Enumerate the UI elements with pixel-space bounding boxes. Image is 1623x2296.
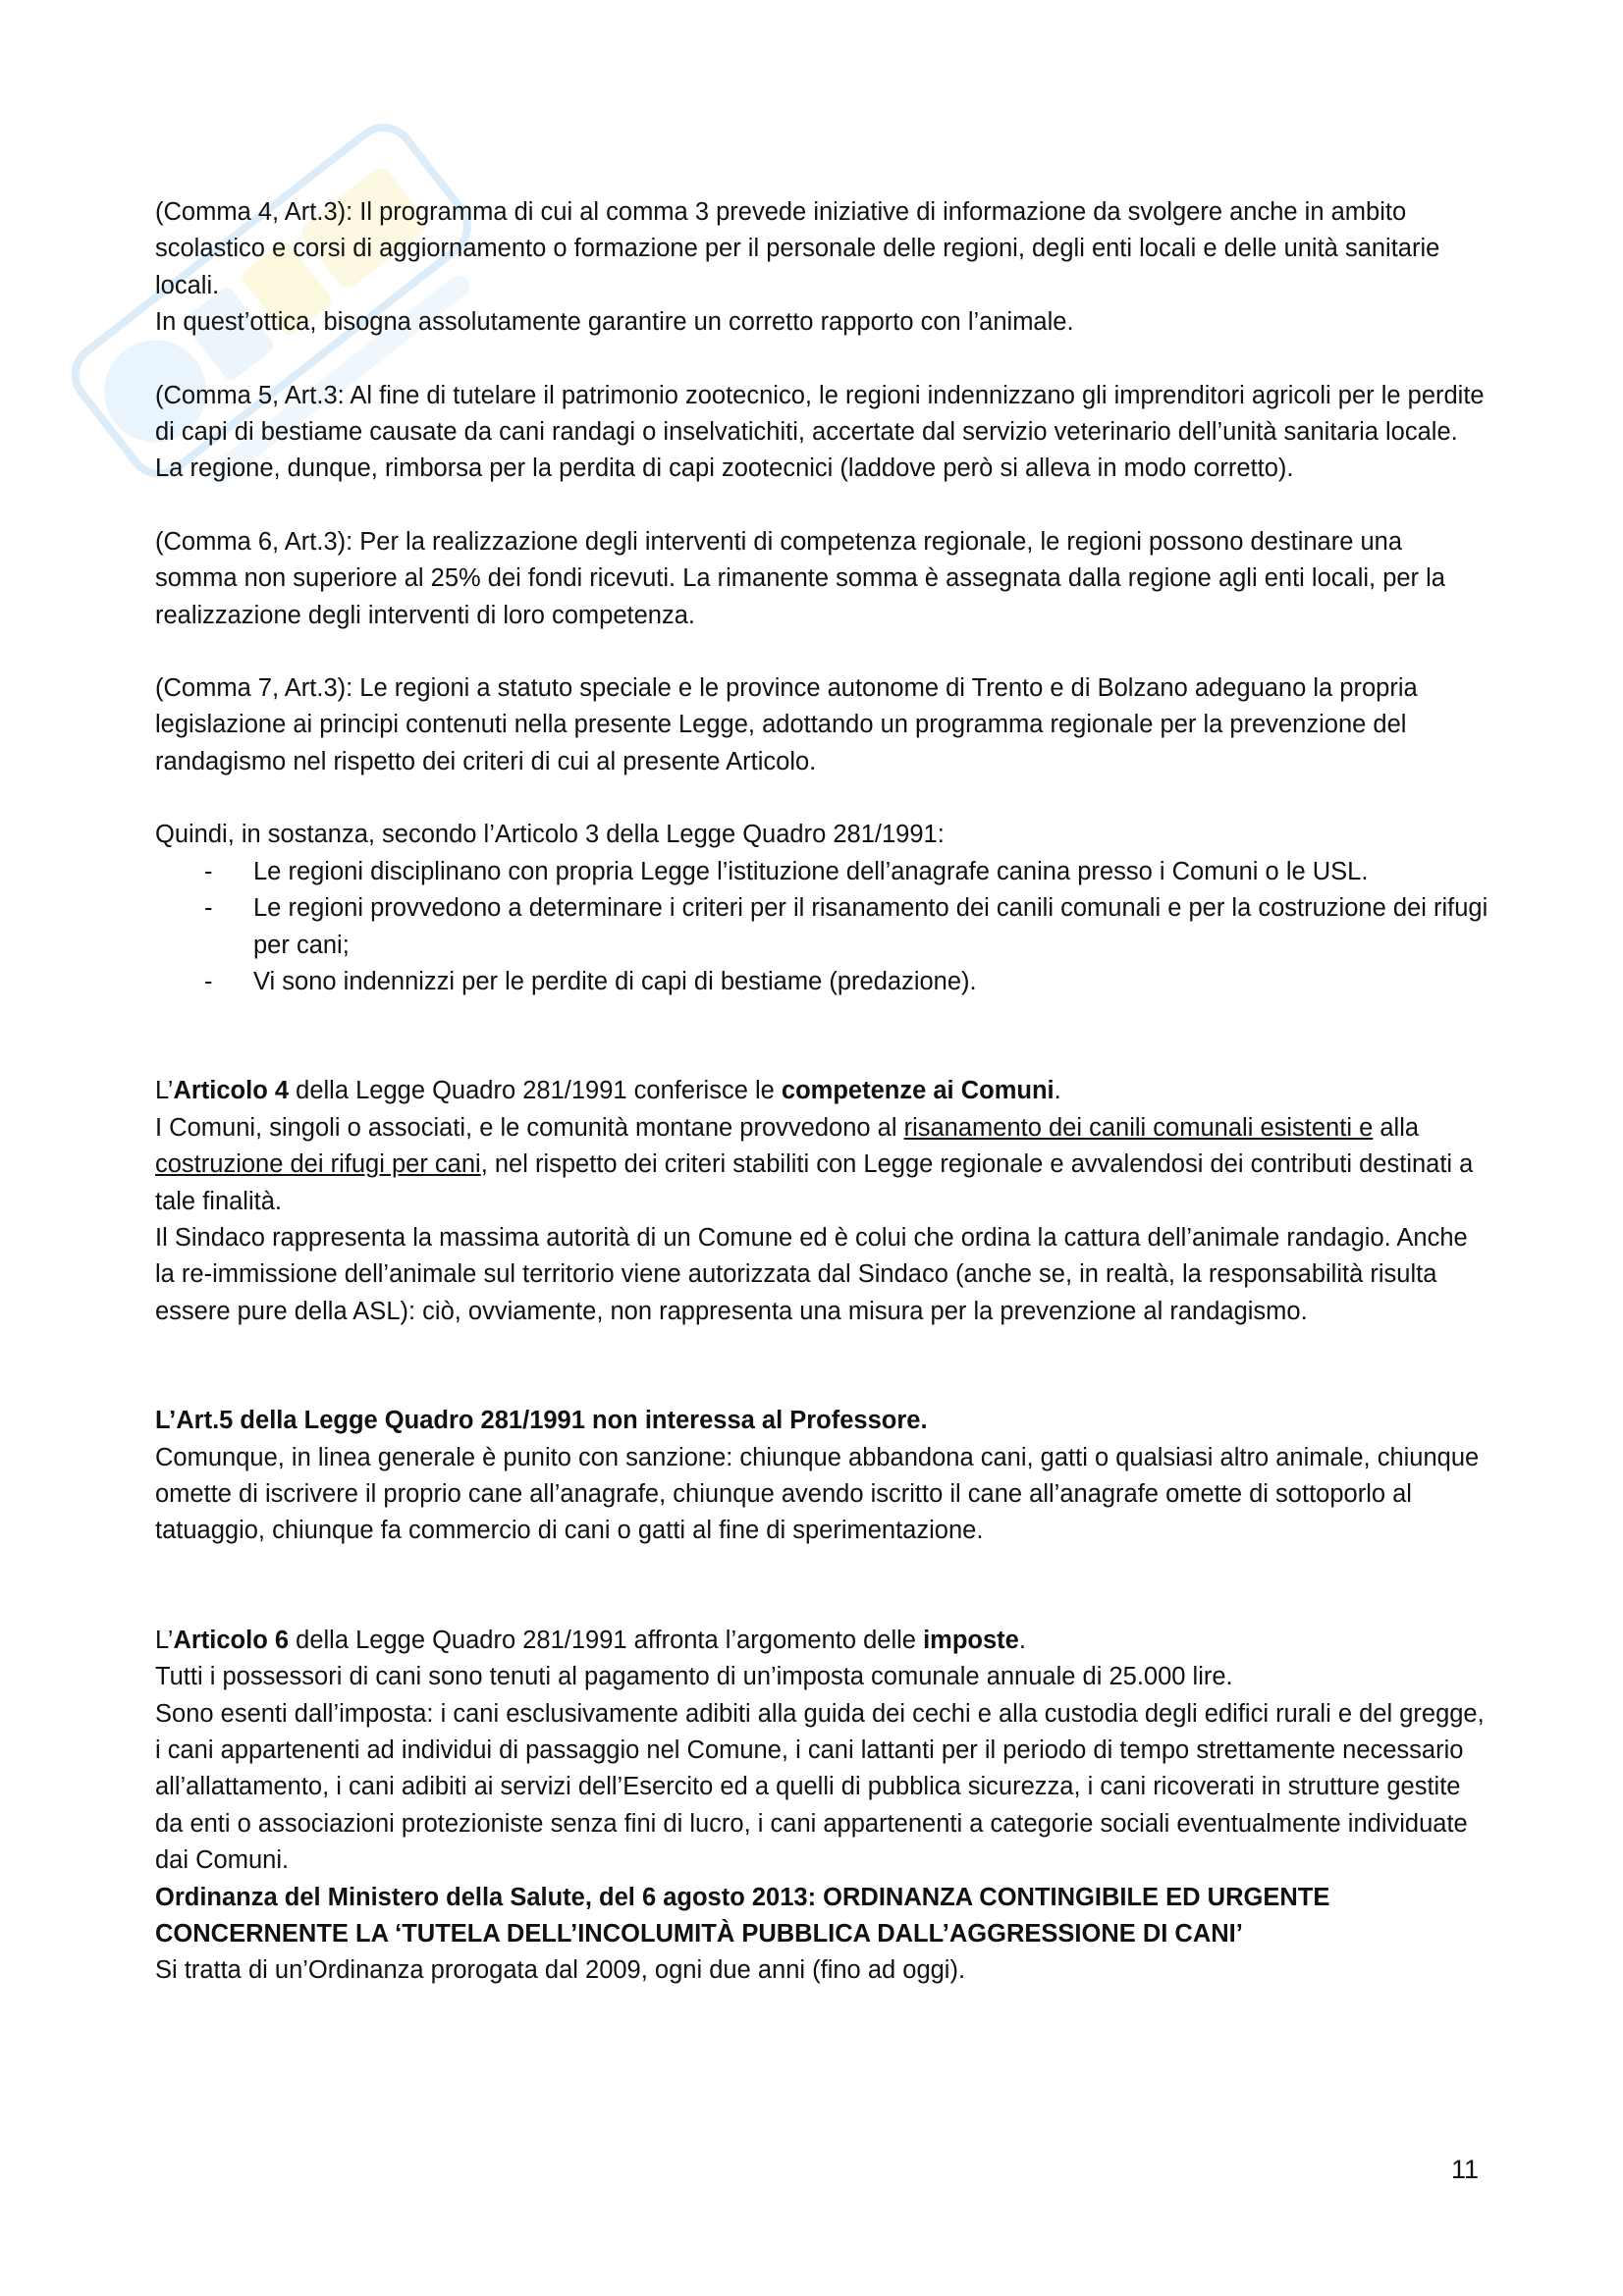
art4-comuni-paragraph: I Comuni, singoli o associati, e le comunità montane provvedono al risanamento dei canili comunali esistenti e alla costruzione dei rifugi per cani, nel rispetto dei criteri stabiliti con Legge regionale e avvalendosi dei contributi destinati a tale finalità. [155,1113,1474,1215]
comma-4-note: In quest’ottica, bisogna assolutamente garantire un corretto rapporto con l’animale. [155,308,1074,337]
art5-heading: L’Art.5 della Legge Quadro 281/1991 non interessa al Professore. [155,1407,928,1435]
art6-exemptions-paragraph: Sono esenti dall’imposta: i cani esclusivamente adibiti alla guida dei cechi e alla custodia degli edifici rurali e del gregge, i cani appartenenti ad individui di passaggio nel Comune, i cani lattanti per il periodo di tempo strettamente necessario all’allattamento, i cani adibiti ai servizi dell’Esercito ed a quelli di pubblica sicurezza, i cani ricoverati in strutture gestite da enti o associazioni protezioniste senza fini di lucro, i cani appartenenti a categorie sociali eventualmente individuate dai Comuni. [155,1699,1485,1875]
summary-list [155,854,1490,1001]
document-body [155,194,1490,1990]
art6-tax-paragraph: Tutti i possessori di cani sono tenuti al pagamento di un’imposta comunale annuale di 25.000 lire. [155,1663,1233,1691]
art4-intro: L’Articolo 4 della Legge Quadro 281/1991 conferisce le competenze ai Comuni. [155,1077,1061,1105]
ordinanza-paragraph: Si tratta di un’Ordinanza prorogata dal 2009, ogni due anni (fino ad oggi). [155,1956,966,1985]
page-number: 11 [1451,2155,1480,2184]
ordinanza-heading: Ordinanza del Ministero della Salute, del 6 agosto 2013: ORDINANZA CONTINGIBILE ED URGENTE CONCERNENTE LA ‘TUTELA DELL’INCOLUMITÀ PUBBLICA DALL’AGGRESSIONE DI CANI’ [155,1883,1330,1949]
comma-6-paragraph: (Comma 6, Art.3): Per la realizzazione degli interventi di competenza regionale, le regioni possono destinare una somma non superiore al 25% dei fondi ricevuti. La rimanente somma è assegnata dalla regione agli enti locali, per la realizzazione degli interventi di loro competenza. [155,527,1445,629]
art4-sindaco-paragraph: Il Sindaco rappresenta la massima autorità di un Comune ed è colui che ordina la cattura dell’animale randagio. Anche la re-immissione dell’animale sul territorio viene autorizzata dal Sindaco (anche se, in realtà, la responsabilità risulta essere pure della ASL): ciò, ovviamente, non rappresenta una misura per la prevenzione al randagismo. [155,1223,1468,1325]
list-item: - Le regioni provvedono a determinare i criteri per il risanamento dei canili comunali e per la costruzione dei rifugi per cani; [155,890,1490,964]
comma-4-paragraph: (Comma 4, Art.3): Il programma di cui al comma 3 prevede iniziative di informazione da svolgere anche in ambito scolastico e corsi di aggiornamento o formazione per il personale delle regioni, degli enti locali e delle unità sanitarie locali. [155,198,1440,299]
comma-7-paragraph: (Comma 7, Art.3): Le regioni a statuto speciale e le province autonome di Trento e di Bolzano adeguano la propria legislazione ai principi contenuti nella presente Legge, adottando un programma regionale per la prevenzione del randagismo nel rispetto dei criteri di cui al presente Articolo. [155,674,1418,775]
list-item: - Le regioni disciplinano con propria Legge l’istituzione dell’anagrafe canina presso i Comuni o le USL. [155,854,1490,890]
dash-bullet: - [204,967,213,995]
list-item: - Vi sono indennizzi per le perdite di capi di bestiame (predazione). [155,964,1490,1000]
comma-5-paragraph: (Comma 5, Art.3: Al fine di tutelare il patrimonio zootecnico, le regioni indennizzano gli imprenditori agricoli per le perdite di capi di bestiame causate da cani randagi o inselvatichiti, accertate dal servizio veterinario dell’unità sanitaria locale. [155,381,1485,447]
dash-bullet: - [204,857,213,885]
art6-intro: L’Articolo 6 della Legge Quadro 281/1991 affronta l’argomento delle imposte. [155,1626,1026,1654]
art5-paragraph: Comunque, in linea generale è punito con sanzione: chiunque abbandona cani, gatti o qualsiasi altro animale, chiunque omette di iscrivere il proprio cane all’anagrafe, chiunque avendo iscritto il cane all’anagrafe omette di sottoporlo al tatuaggio, chiunque fa commercio di cani o gatti al fine di sperimentazione. [155,1443,1480,1545]
summary-intro: Quindi, in sostanza, secondo l’Articolo 3 della Legge Quadro 281/1991: [155,821,945,849]
dash-bullet: - [204,894,213,923]
comma-5-note: La regione, dunque, rimborsa per la perdita di capi zootecnici (laddove però si alleva in modo corretto). [155,454,1294,483]
